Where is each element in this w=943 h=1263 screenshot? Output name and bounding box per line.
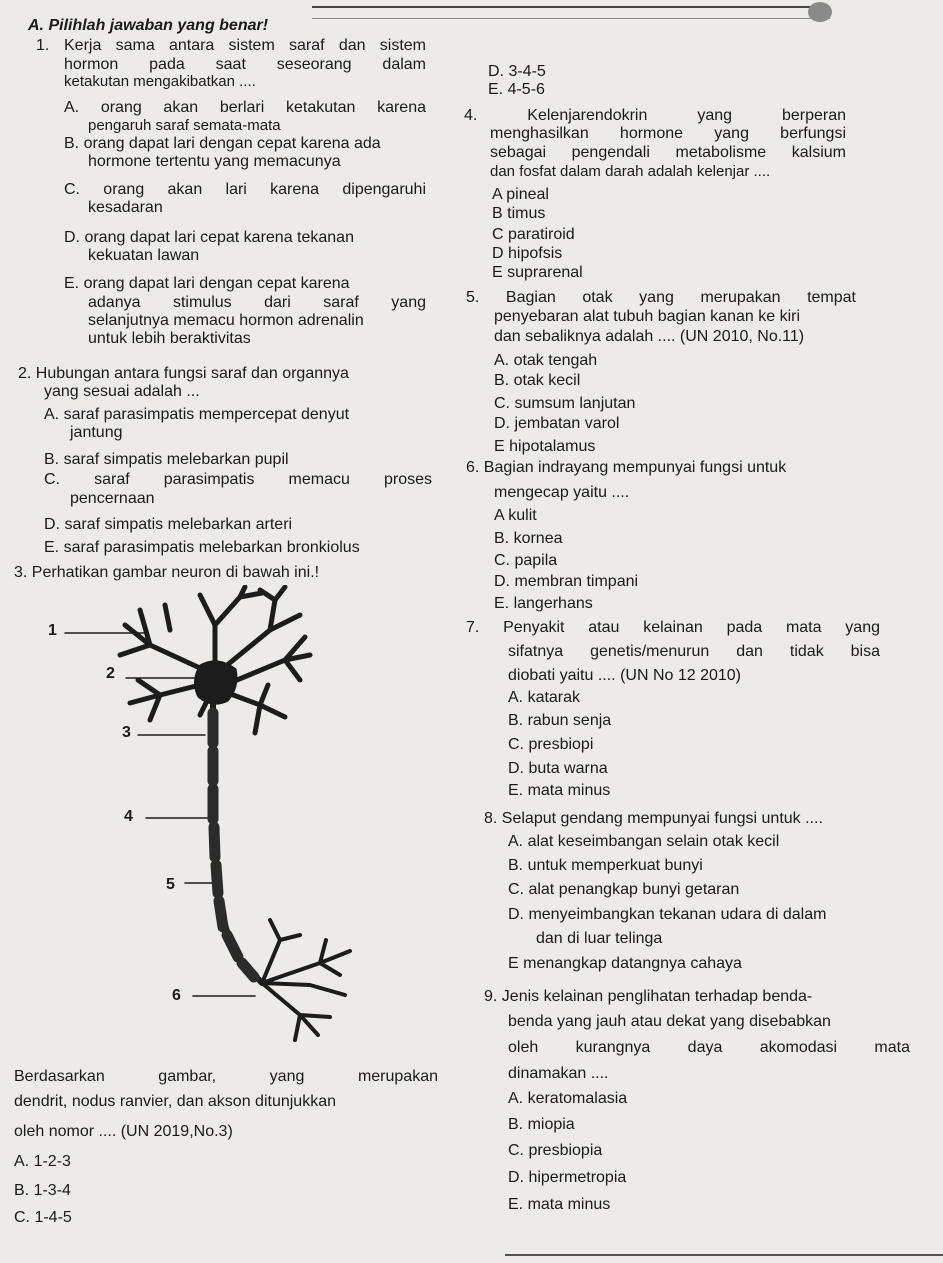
q5-option-a[interactable]: A. otak tengah <box>494 352 598 369</box>
q8-option-c[interactable]: C. alat penangkap bunyi getaran <box>508 881 740 898</box>
q8-option-d[interactable]: D. menyeimbangkan tekanan udara di dalam <box>508 906 827 923</box>
neuron-label-5: 5 <box>166 876 175 893</box>
q2-option-a-cont: jantung <box>70 424 123 441</box>
q3-option-e[interactable]: E. 4-5-6 <box>488 81 545 98</box>
q9-option-d[interactable]: D. hipermetropia <box>508 1169 627 1186</box>
q3-follow-line1: Berdasarkan gambar, yang merupakan <box>14 1068 438 1085</box>
q7-option-d[interactable]: D. buta warna <box>508 760 608 777</box>
q6-stem-line1: 6. Bagian indrayang mempunyai fungsi untuk <box>466 459 787 476</box>
section-title: A. Pilihlah jawaban yang benar! <box>28 17 269 34</box>
q5-stem-line1: 5. Bagian otak yang merupakan tempat <box>466 289 856 306</box>
neuron-label-3: 3 <box>122 724 131 741</box>
q6-option-d[interactable]: D. membran timpani <box>494 573 639 590</box>
q1-option-c-cont: kesadaran <box>88 199 163 216</box>
q3-follow-line2: dendrit, nodus ranvier, dan akson ditunjukkan <box>14 1093 336 1110</box>
q2-option-e[interactable]: E. saraf parasimpatis melebarkan bronkiolus <box>44 539 360 556</box>
neuron-label-1: 1 <box>48 622 57 639</box>
q4-stem-line1: 4. Kelenjarendokrin yang berperan <box>464 107 846 124</box>
q4-stem-line4: dan fosfat dalam darah adalah kelenjar .... <box>490 163 771 180</box>
q6-option-c[interactable]: C. papila <box>494 552 558 569</box>
neuron-diagram <box>0 585 460 1055</box>
neuron-label-4: 4 <box>124 808 133 825</box>
q2-option-c[interactable]: C. saraf parasimpatis memacu proses <box>44 471 432 488</box>
q7-option-e[interactable]: E. mata minus <box>508 782 611 799</box>
q3-option-b[interactable]: B. 1-3-4 <box>14 1182 71 1199</box>
neuron-label-2: 2 <box>106 665 115 682</box>
q7-option-b[interactable]: B. rabun senja <box>508 712 612 729</box>
q1-option-e-cont3: untuk lebih beraktivitas <box>88 330 251 347</box>
q1-number: 1. <box>36 37 50 54</box>
q2-stem-line2: yang sesuai adalah ... <box>44 383 200 400</box>
q1-option-a-cont: pengaruh saraf semata-mata <box>88 117 281 134</box>
q8-option-b[interactable]: B. untuk memperkuat bunyi <box>508 857 703 874</box>
bottom-rule <box>505 1254 943 1256</box>
q3-option-a[interactable]: A. 1-2-3 <box>14 1153 71 1170</box>
top-rule <box>312 6 830 19</box>
q6-option-a[interactable]: A kulit <box>494 507 537 524</box>
q1-option-d[interactable]: D. orang dapat lari cepat karena tekanan <box>64 229 354 246</box>
q2-stem-line1: 2. Hubungan antara fungsi saraf dan organnya <box>18 365 349 382</box>
q3-option-c[interactable]: C. 1-4-5 <box>14 1209 72 1226</box>
q1-option-e-cont1: adanya stimulus dari saraf yang <box>88 294 426 311</box>
q1-stem-line3: ketakutan mengakibatkan .... <box>64 73 256 90</box>
q3-stem: 3. Perhatikan gambar neuron di bawah ini.! <box>14 564 320 581</box>
q4-stem-line2: menghasilkan hormone yang berfungsi <box>490 125 846 142</box>
q5-option-b[interactable]: B. otak kecil <box>494 372 581 389</box>
q7-option-c[interactable]: C. presbiopi <box>508 736 594 753</box>
q2-option-d[interactable]: D. saraf simpatis melebarkan arteri <box>44 516 293 533</box>
q8-stem: 8. Selaput gendang mempunyai fungsi untuk .... <box>484 810 823 827</box>
q9-stem-line2: benda yang jauh atau dekat yang disebabkan <box>508 1013 831 1030</box>
q9-stem-line3: oleh kurangnya daya akomodasi mata <box>508 1039 910 1056</box>
q1-stem-line1: Kerja sama antara sistem saraf dan sistem <box>64 37 426 54</box>
q6-option-b[interactable]: B. kornea <box>494 530 563 547</box>
q9-option-e[interactable]: E. mata minus <box>508 1196 611 1213</box>
q7-stem-line2: sifatnya genetis/menurun dan tidak bisa <box>508 643 880 660</box>
q2-option-a[interactable]: A. saraf parasimpatis mempercepat denyut <box>44 406 350 423</box>
q8-option-a[interactable]: A. alat keseimbangan selain otak kecil <box>508 833 780 850</box>
q4-stem-line3: sebagai pengendali metabolisme kalsium <box>490 144 846 161</box>
q1-option-c[interactable]: C. orang akan lari karena dipengaruhi <box>64 181 426 198</box>
q9-stem-line4: dinamakan .... <box>508 1065 609 1082</box>
q4-option-a[interactable]: A pineal <box>492 186 549 203</box>
q5-option-c[interactable]: C. sumsum lanjutan <box>494 395 636 412</box>
q4-option-c[interactable]: C paratiroid <box>492 226 575 243</box>
q9-option-c[interactable]: C. presbiopia <box>508 1142 603 1159</box>
q7-option-a[interactable]: A. katarak <box>508 689 581 706</box>
q6-option-e[interactable]: E. langerhans <box>494 595 593 612</box>
q9-stem-line1: 9. Jenis kelainan penglihatan terhadap benda- <box>484 988 813 1005</box>
q1-option-a[interactable]: A. orang akan berlari ketakutan karena <box>64 99 426 116</box>
q8-option-e[interactable]: E menangkap datangnya cahaya <box>508 955 742 972</box>
rule-end-knob <box>808 2 832 22</box>
q5-stem-line2: penyebaran alat tubuh bagian kanan ke kiri <box>494 308 800 325</box>
neuron-label-6: 6 <box>172 987 181 1004</box>
q1-option-e[interactable]: E. orang dapat lari dengan cepat karena <box>64 275 350 292</box>
q1-stem-line2: hormon pada saat seseorang dalam <box>64 56 426 73</box>
q5-option-d[interactable]: D. jembatan varol <box>494 415 620 432</box>
q2-option-b[interactable]: B. saraf simpatis melebarkan pupil <box>44 451 289 468</box>
q3-follow-line3: oleh nomor .... (UN 2019,No.3) <box>14 1123 233 1140</box>
q2-option-c-cont: pencernaan <box>70 490 155 507</box>
q7-stem-line3: diobati yaitu .... (UN No 12 2010) <box>508 667 742 684</box>
q1-option-e-cont2: selanjutnya memacu hormon adrenalin <box>88 312 364 329</box>
q1-option-d-cont: kekuatan lawan <box>88 247 200 264</box>
q5-stem-line3: dan sebaliknya adalah .... (UN 2010, No.11) <box>494 328 805 345</box>
q1-option-b-cont: hormone tertentu yang memacunya <box>88 153 341 170</box>
q5-option-e[interactable]: E hipotalamus <box>494 438 596 455</box>
q4-option-d[interactable]: D hipofsis <box>492 245 563 262</box>
q6-stem-line2: mengecap yaitu .... <box>494 484 630 501</box>
q3-option-d[interactable]: D. 3-4-5 <box>488 63 546 80</box>
q9-option-a[interactable]: A. keratomalasia <box>508 1090 628 1107</box>
q8-option-d-cont: dan di luar telinga <box>536 930 663 947</box>
q7-stem-line1: 7. Penyakit atau kelainan pada mata yang <box>466 619 880 636</box>
q4-option-b[interactable]: B timus <box>492 205 546 222</box>
q9-option-b[interactable]: B. miopia <box>508 1116 575 1133</box>
q4-option-e[interactable]: E suprarenal <box>492 264 583 281</box>
q1-option-b[interactable]: B. orang dapat lari dengan cepat karena ada <box>64 135 381 152</box>
